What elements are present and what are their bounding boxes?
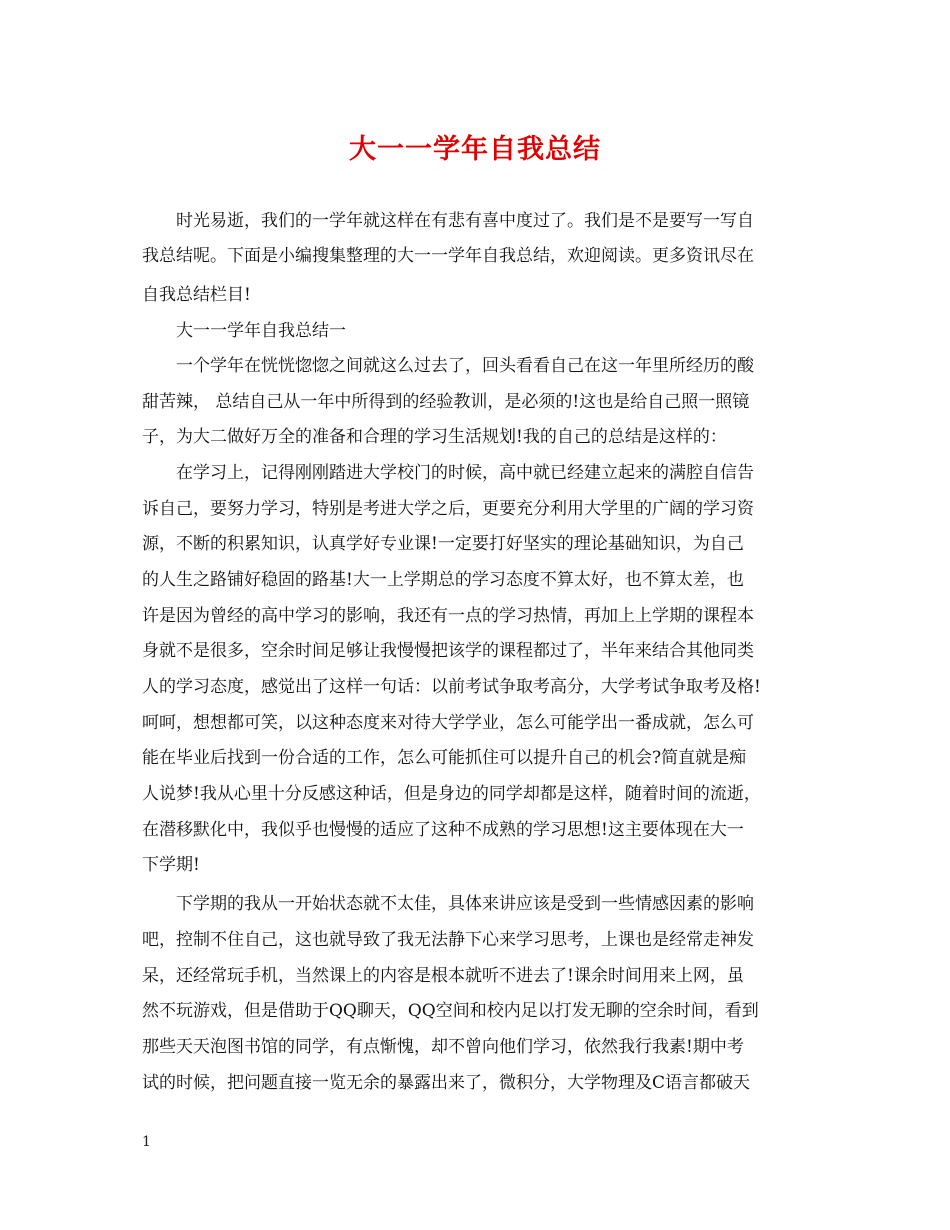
paragraph-line: 呵呵，想想都可笑，以这种态度来对待大学学业，怎么可能学出一番成就，怎么可 — [142, 713, 754, 733]
paragraph-line: 然不玩游戏，但是借助于QQ聊天，QQ空间和校内足以打发无聊的空余时间，看到 — [142, 1001, 759, 1021]
paragraph-line: 源，不断的积累知识，认真学好专业课!一定要打好坚实的理论基础知识，为自己 — [142, 534, 744, 554]
section-heading: 大一一学年自我总结一 — [176, 321, 346, 341]
paragraph-line: 在学习上，记得刚刚踏进大学校门的时候，高中就已经建立起来的满腔自信告 — [176, 463, 754, 483]
paragraph-line: 甜苦辣， 总结自己从一年中所得到的经验教训，是必须的!这也是给自己照一照镜 — [142, 392, 750, 412]
paragraph-line: 一个学年在恍恍惚惚之间就这么过去了，回头看看自己在这一年里所经历的酸 — [176, 356, 754, 376]
paragraph-line: 自我总结栏目! — [142, 285, 251, 305]
paragraph-line: 那些天天泡图书馆的同学，有点惭愧，却不曾向他们学习，依然我行我素!期中考 — [142, 1037, 744, 1057]
paragraph-line: 下学期! — [142, 855, 200, 875]
paragraph-line: 人说梦!我从心里十分反感这种话，但是身边的同学却都是这样，随着时间的流逝， — [142, 784, 761, 804]
paragraph-line: 能在毕业后找到一份合适的工作，怎么可能抓住可以提升自己的机会?简直就是痴 — [142, 748, 747, 768]
page-number: 1 — [142, 1134, 151, 1150]
paragraph-line: 吧，控制不住自己，这也就导致了我无法静下心来学习思考，上课也是经常走神发 — [142, 930, 754, 950]
paragraph-line: 诉自己，要努力学习，特别是考进大学之后，更要充分利用大学里的广阔的学习资 — [142, 499, 754, 519]
paragraph-line: 许是因为曾经的高中学习的影响，我还有一点的学习热情，再加上上学期的课程本 — [142, 606, 754, 626]
document-title: 大一一学年自我总结 — [349, 134, 601, 165]
paragraph-line: 人的学习态度，感觉出了这样一句话：以前考试争取考高分，大学考试争取考及格! — [142, 677, 761, 697]
paragraph-line: 我总结呢。下面是小编搜集整理的大一一学年自我总结，欢迎阅读。更多资讯尽在 — [142, 246, 754, 266]
paragraph-line: 试的时候，把问题直接一览无余的暴露出来了，微积分，大学物理及C语言都破天 — [142, 1073, 751, 1093]
paragraph-line: 时光易逝，我们的一学年就这样在有悲有喜中度过了。我们是不是要写一写自 — [176, 211, 754, 231]
paragraph-line: 的人生之路铺好稳固的路基!大一上学期总的学习态度不算太好，也不算太差，也 — [142, 570, 744, 590]
paragraph-line: 子，为大二做好万全的准备和合理的学习生活规划!我的自己的总结是这样的： — [142, 427, 727, 447]
paragraph-line: 在潜移默化中，我似乎也慢慢的适应了这种不成熟的学习思想!这主要体现在大一 — [142, 820, 744, 840]
paragraph-line: 下学期的我从一开始状态就不太佳，具体来讲应该是受到一些情感因素的影响 — [176, 894, 754, 914]
paragraph-line: 呆，还经常玩手机，当然课上的内容是根本就听不进去了!课余时间用来上网，虽 — [142, 966, 744, 986]
paragraph-line: 身就不是很多，空余时间足够让我慢慢把该学的课程都过了，半年来结合其他同类 — [142, 641, 754, 661]
